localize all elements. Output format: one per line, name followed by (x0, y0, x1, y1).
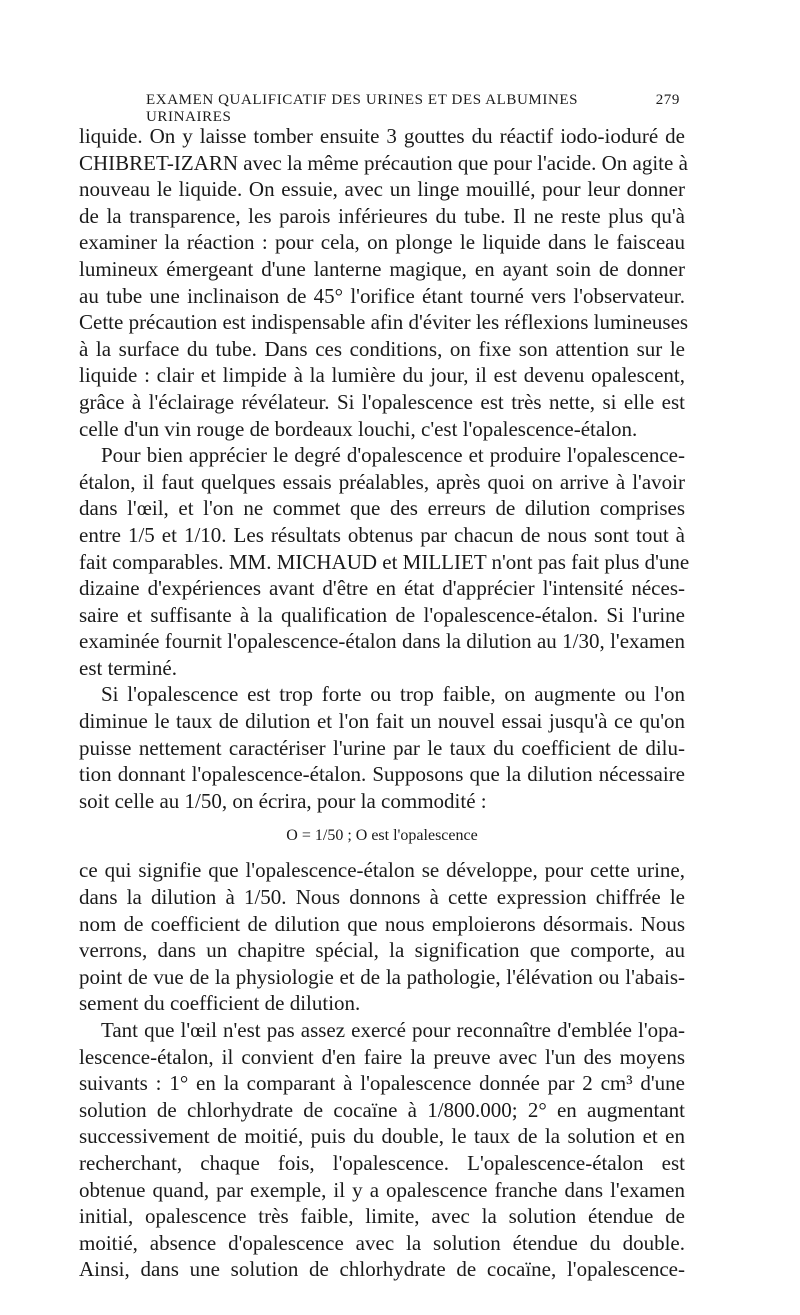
text-line: au tube une inclinaison de 45° l'orifice étant tourné vers l'observateur. (79, 283, 685, 308)
text-line: moitié, absence d'opalescence avec la solution étendue du double. (79, 1230, 685, 1255)
text-line: tion donnant l'opalescence-étalon. Supposons que la dilution nécessaire (79, 762, 685, 787)
text-line: étalon, il faut quelques essais préalables, après quoi on arrive à l'avoir (79, 469, 685, 494)
text-line: obtenue quand, par exemple, il y a opalescence franche dans l'examen (79, 1177, 685, 1202)
text-line: solution de chlorhydrate de cocaïne à 1/800.000; 2° en augmentant (79, 1097, 685, 1122)
text-line: point de vue de la physiologie et de la pathologie, l'élévation ou l'abais- (79, 964, 685, 989)
text-line: lumineux émergeant d'une lanterne magique, en ayant soin de donner (79, 256, 685, 281)
text-line: entre 1/5 et 1/10. Les résultats obtenus par chacun de nous sont tout à (79, 522, 685, 547)
text-line: Si l'opalescence est trop forte ou trop faible, on augmente ou l'on (101, 682, 685, 707)
text-line: successivement de moitié, puis du double, le taux de la solution et en (79, 1124, 685, 1149)
body-text (79, 123, 690, 1283)
text-line: dizaine d'expériences avant d'être en état d'apprécier l'intensité néces- (79, 576, 685, 601)
text-line: à la surface du tube. Dans ces conditions, on fixe son attention sur le (79, 336, 685, 361)
text-line: sement du coefficient de dilution. (79, 991, 361, 1016)
text-line: soit celle au 1/50, on écrira, pour la commodité : (79, 788, 487, 813)
text-line: examiner la réaction : pour cela, on plonge le liquide dans le faisceau (79, 230, 685, 255)
text-line: nouveau le liquide. On essuie, avec un linge mouillé, pour leur donner (79, 177, 685, 202)
text-line: liquide. On y laisse tomber ensuite 3 gouttes du réactif iodo-ioduré de (79, 124, 685, 148)
page-number: 279 (655, 92, 680, 108)
text-line: recherchant, chaque fois, l'opalescence. L'opalescence-étalon est (79, 1150, 685, 1175)
text-line: Ainsi, dans une solution de chlorhydrate de cocaïne, l'opalescence- (79, 1257, 685, 1282)
text-line: ce qui signifie que l'opalescence-étalon se développe, pour cette urine, (79, 858, 685, 883)
text-line: saire et suffisante à la qualification de l'opalescence-étalon. Si l'urine (79, 602, 685, 627)
paragraph-1 (79, 123, 689, 442)
text-line: celle d'un vin rouge de bordeaux louchi, c'est l'opalescence-étalon. (79, 416, 638, 441)
text-line: lescence-étalon, il convient d'en faire la preuve avec l'un des moyens (79, 1044, 685, 1069)
text-line: Tant que l'œil n'est pas assez exercé pour reconnaître d'emblée l'opa- (101, 1018, 685, 1042)
text-line: Cette précaution est indispensable afin d'éviter les réflexions lumineuses (79, 310, 689, 335)
text-line: puisse nettement caractériser l'urine par le taux du coefficient de dilu- (79, 735, 685, 760)
paragraph-5 (79, 1017, 685, 1283)
text-line: suivants : 1° en la comparant à l'opalescence donnée par 2 cm³ d'une (79, 1071, 685, 1096)
text-line: Pour bien apprécier le degré d'opalescence et produire l'opalescence- (101, 443, 685, 468)
formula: O = 1/50 ; O est l'opalescence (286, 827, 478, 845)
text-line: nom de coefficient de dilution que nous emploierons désormais. Nous (79, 911, 685, 936)
text-line: est terminé. (79, 655, 177, 680)
text-line: dans la dilution à 1/50. Nous donnons à cette expression chiffrée le (79, 885, 685, 910)
text-line: verrons, dans un chapitre spécial, la signification que comporte, au (79, 938, 685, 963)
paragraph-2 (79, 442, 690, 681)
running-header (80, 92, 680, 126)
text-line: de la transparence, les parois inférieures du tube. Il ne reste plus qu'à (79, 203, 685, 228)
paragraph-4 (79, 857, 685, 1017)
text-line: fait comparables. MM. MICHAUD et MILLIET n'ont pas fait plus d'une (79, 549, 690, 574)
running-title: EXAMEN QUALIFICATIF DES URINES ET DES ALBUMINES URINAIRES (146, 92, 579, 125)
text-line: liquide : clair et limpide à la lumière du jour, il est devenu opalescent, (79, 363, 685, 388)
text-line: diminue le taux de dilution et l'on fait un nouvel essai jusqu'à ce qu'on (79, 709, 685, 734)
text-line: grâce à l'éclairage révélateur. Si l'opalescence est très nette, si elle est (79, 389, 685, 414)
text-line: examinée fournit l'opalescence-étalon dans la dilution au 1/30, l'examen (79, 629, 685, 654)
text-line: CHIBRET-IZARN avec la même précaution que pour l'acide. On agite à (79, 150, 688, 175)
text-line: dans l'œil, et l'on ne commet que des erreurs de dilution comprises (79, 496, 685, 521)
text-line: initial, opalescence très faible, limite, avec la solution étendue de (79, 1204, 685, 1229)
paragraph-3 (79, 681, 685, 814)
